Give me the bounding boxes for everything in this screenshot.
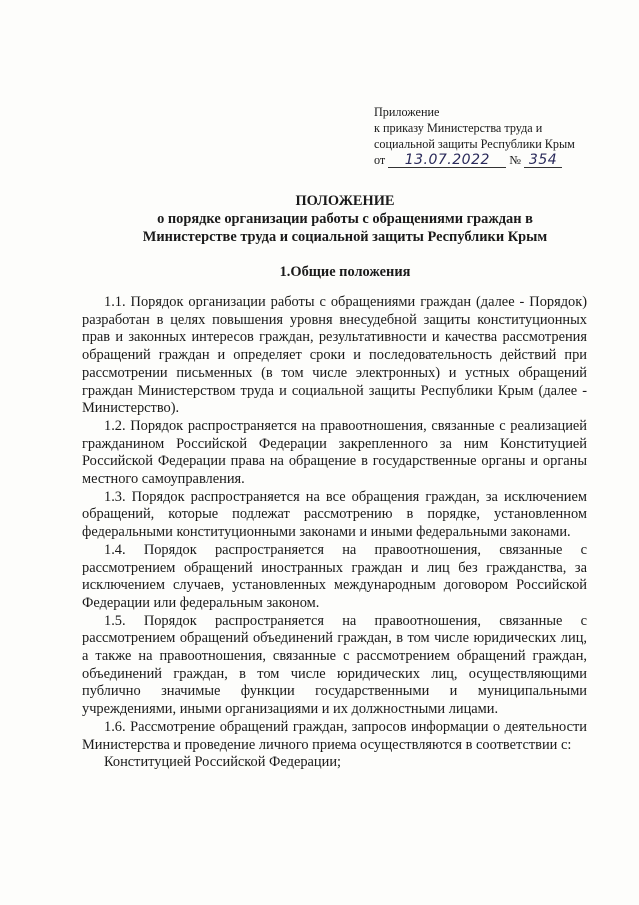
number-field	[524, 153, 562, 168]
section-body	[82, 294, 587, 772]
number-label: №	[509, 153, 521, 167]
paragraph-1-3: 1.3. Порядок распространяется на все обращения граждан, за исключением обращений, которые подлежат рассмотрению в порядке, установленном федеральными конституционными законами и иными федеральными законами.	[82, 488, 587, 541]
appendix-line-1: Приложение	[374, 105, 440, 119]
appendix-note	[374, 104, 614, 168]
paragraph-1-4: 1.4. Порядок распространяется на правоотношения, связанные с рассмотрением обращений иностранных граждан и лиц без гражданства, за исключением случаев, установленных международным договором Российской Федерации или федеральным законом.	[82, 541, 587, 611]
order-date-number	[374, 152, 614, 168]
from-label: от	[374, 153, 386, 167]
title-line-3: Министерстве труда и социальной защиты Республики Крым	[142, 229, 548, 245]
paragraph-1-2: 1.2. Порядок распространяется на правоотношения, связанные с реализацией гражданином Российской Федерации закрепленного за ним Конституцией Российской Федерации права на обращение в государственные органы и органы местного самоуправления.	[82, 417, 587, 488]
section-heading: 1.Общие положения	[279, 264, 411, 280]
paragraph-1-6: 1.6. Рассмотрение обращений граждан, запросов информации о деятельности Министерства и проведение личного приема осуществляются в соответствии с:	[82, 718, 587, 753]
handwritten-number: 354	[528, 152, 558, 168]
appendix-line-3: социальной защиты Республики Крым	[374, 137, 575, 151]
list-item: Конституцией Российской Федерации;	[104, 754, 342, 771]
title-line-2: о порядке организации работы с обращениями граждан в	[157, 211, 533, 227]
document-title	[60, 192, 630, 246]
title-main: ПОЛОЖЕНИЕ	[295, 193, 395, 209]
paragraph-1-1: 1.1. Порядок организации работы с обращениями граждан (далее - Порядок) разработан в целях повышения уровня внесудебной защиты конституционных прав и законных интересов граждан, результативности и качества рассмотрения обращений граждан и определяет сроки и последовательность действий при рассмотрении письменных (в том числе электронных) и устных обращений граждан Министерством труда и социальной защиты Республики Крым (далее - Министерство).	[82, 294, 587, 417]
handwritten-date: 13.07.2022	[404, 152, 490, 168]
date-field	[388, 153, 506, 168]
paragraph-1-5: 1.5. Порядок распространяется на правоотношения, связанные с рассмотрением обращений объединений граждан, в том числе юридических лиц, а также на правоотношения, связанные с рассмотрением обращений граждан, объединений граждан, в том числе юридических лиц, осуществляющими публично значимые функции государственными и муниципальными учреждениями, иными организациями и их должностными лицами.	[82, 612, 587, 718]
appendix-line-2: к приказу Министерства труда и	[374, 121, 543, 135]
